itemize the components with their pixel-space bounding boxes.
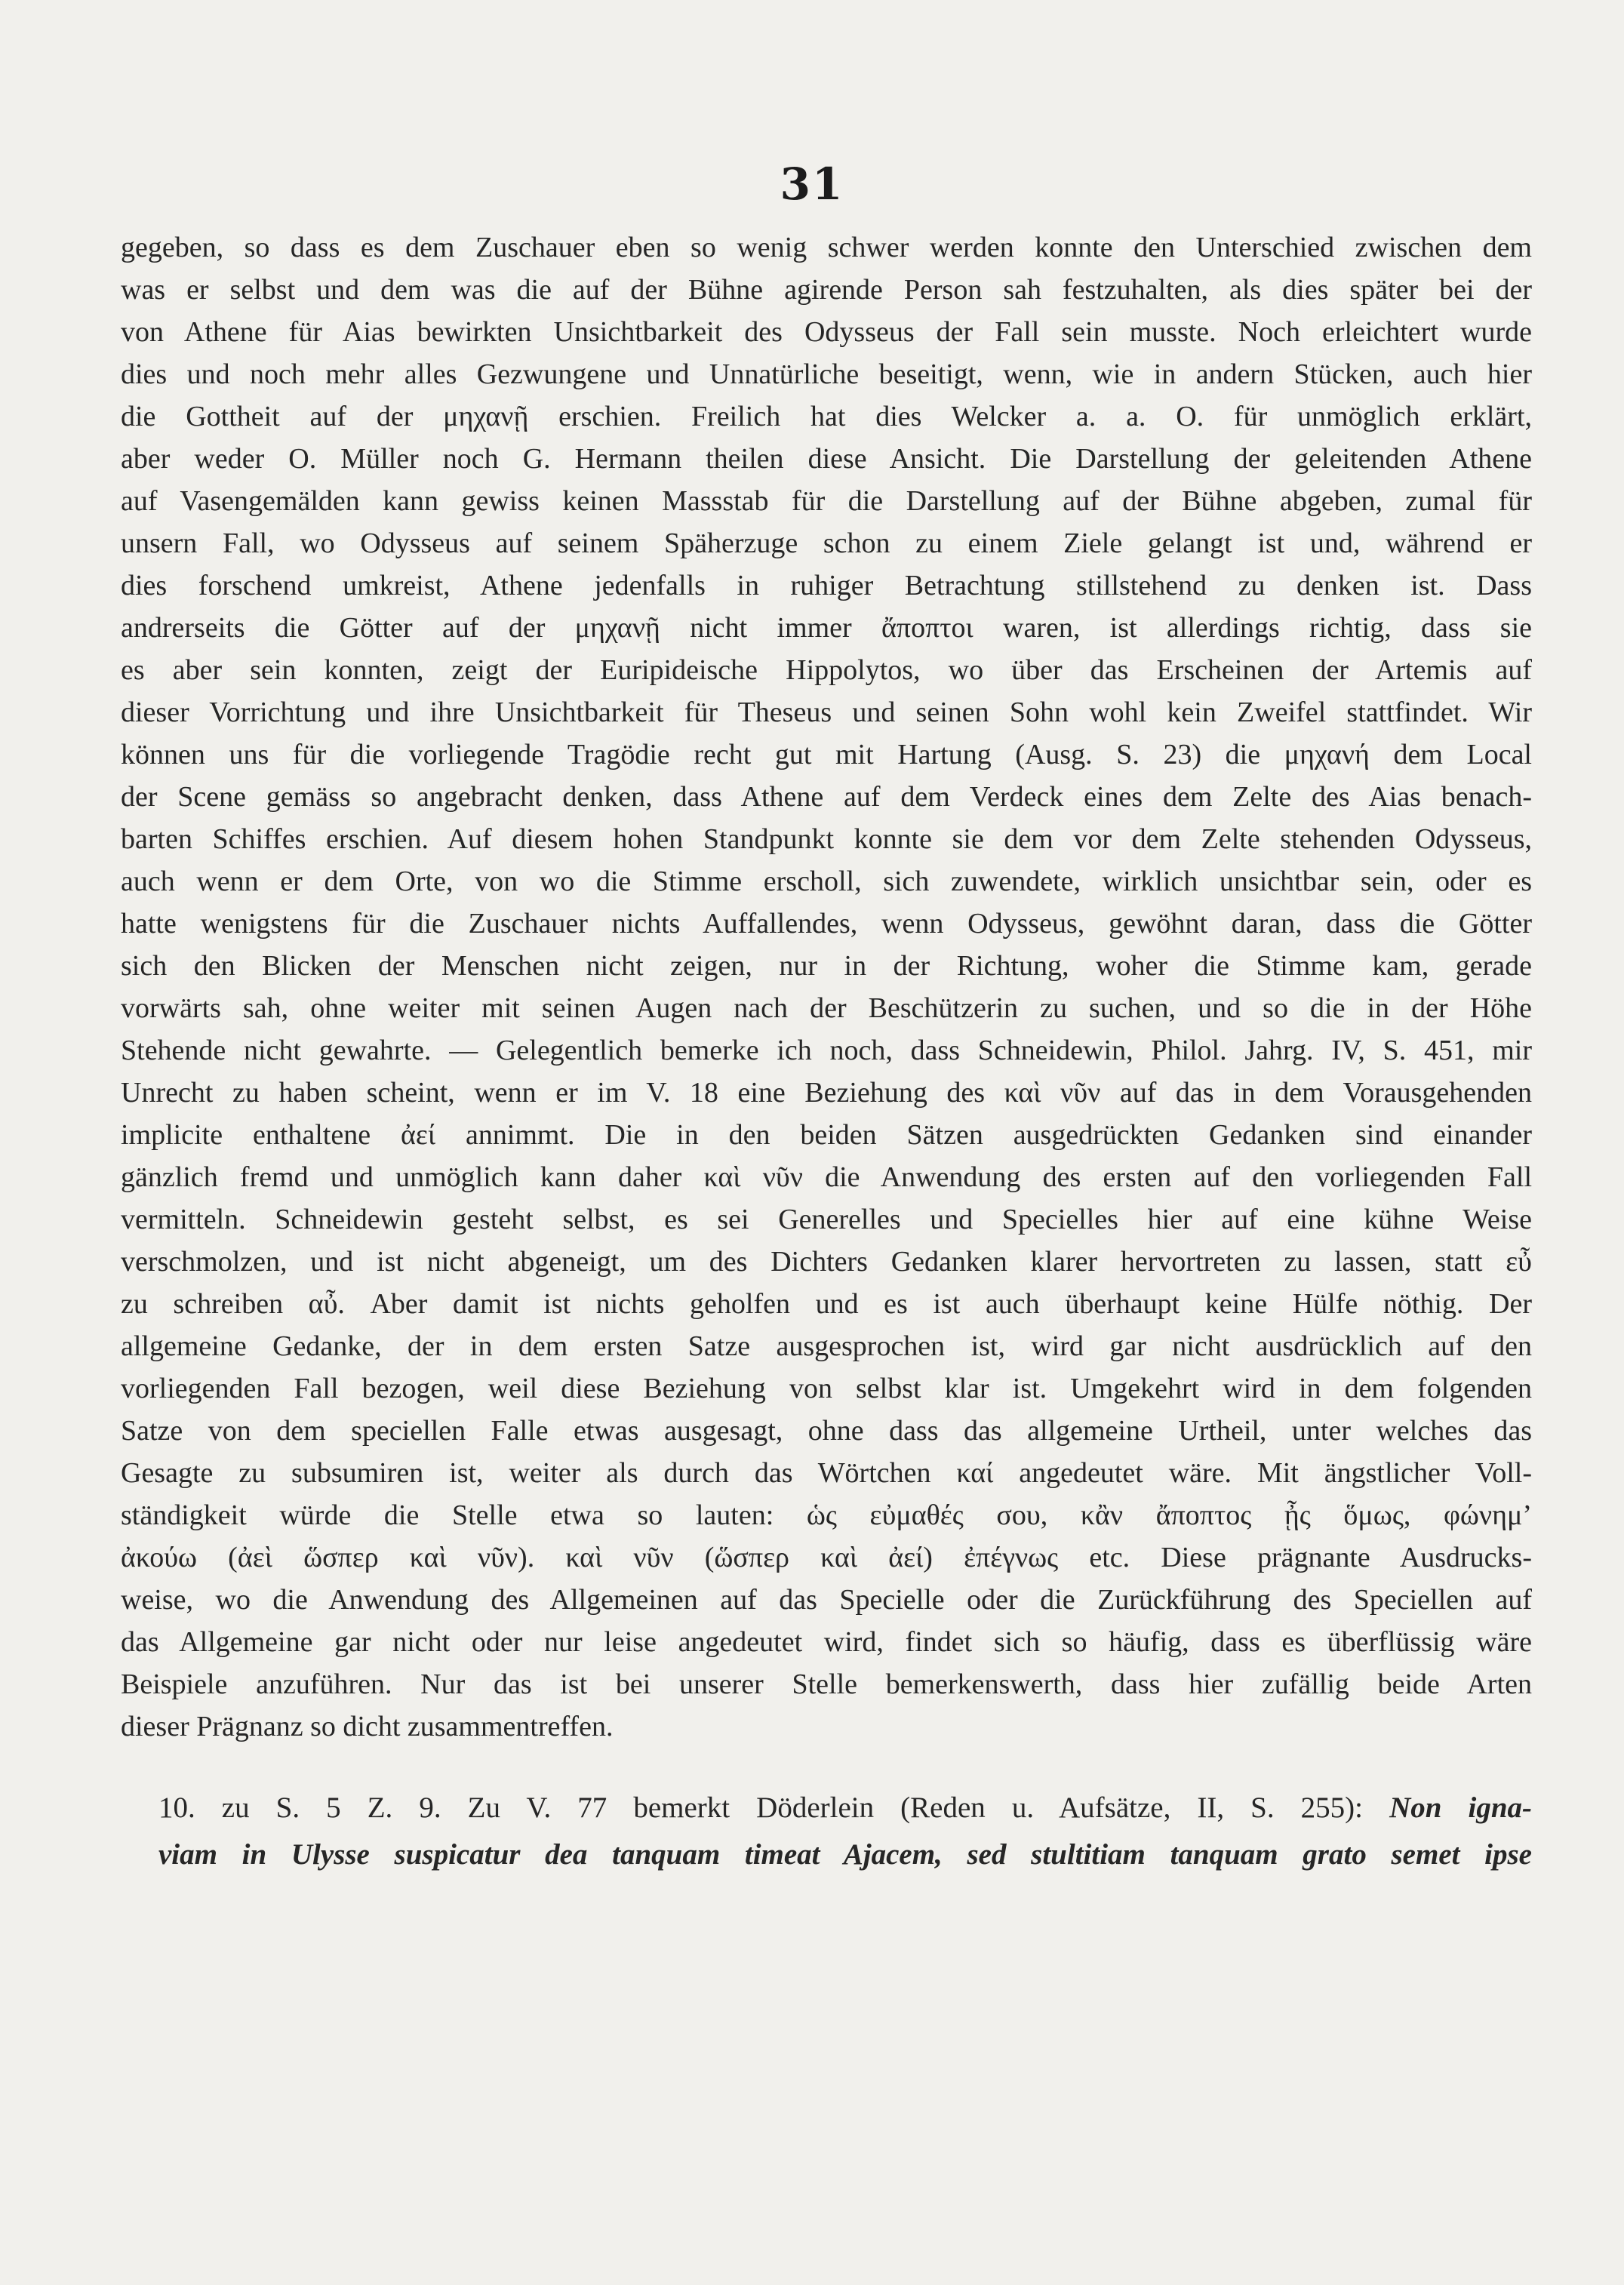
text-line: hatte wenigstens für die Zuschauer nichts Auffallendes, wenn Odysseus, gewöhnt daran, dass die Götter [121,908,1532,940]
footnote-line [158,1785,1532,1831]
text-line: unsern Fall, wo Odysseus auf seinem Späherzuge schon zu einem Ziele gelangt ist und, während er [121,527,1532,559]
text-line: dies forschend umkreist, Athene jedenfalls in ruhiger Betrachtung stillstehend zu denken ist. Dass [121,570,1532,601]
text-line: implicite enthaltene ἀεί annimmt. Die in den beiden Sätzen ausgedrückten Gedanken sind einander [121,1119,1532,1151]
text-line: das Allgemeine gar nicht oder nur leise angedeutet wird, findet sich so häufig, dass es überflüssig wäre [121,1626,1532,1658]
text-line: Unrecht zu haben scheint, wenn er im V. 18 eine Beziehung des καὶ νῦν auf das in dem Vorausgehenden [121,1077,1532,1109]
text-line: es aber sein konnten, zeigt der Euripideische Hippolytos, wo über das Erscheinen der Artemis auf [121,654,1532,686]
text-line: vorliegenden Fall bezogen, weil diese Beziehung von selbst klar ist. Umgekehrt wird in dem folgenden [121,1373,1532,1404]
text-line: was er selbst und dem was die auf der Bühne agirende Person sah festzuhalten, als dies später bei der [121,274,1532,306]
text-line: Stehende nicht gewahrte. — Gelegentlich bemerke ich noch, dass Schneidewin, Philol. Jahrg. IV, S. 451, mir [121,1035,1532,1066]
text-line: andrerseits die Götter auf der μηχανῇ nicht immer ἄποπτοι waren, ist allerdings richtig, dass sie [121,612,1532,644]
text-line: Satze von dem speciellen Falle etwas ausgesagt, ohne dass das allgemeine Urtheil, unter welches das [121,1415,1532,1447]
text-line: von Athene für Aias bewirkten Unsichtbarkeit des Odysseus der Fall sein musste. Noch erleichtert wurde [121,316,1532,348]
text-line: allgemeine Gedanke, der in dem ersten Satze ausgesprochen ist, wird gar nicht ausdrücklich auf den [121,1330,1532,1362]
text-line: Beispiele anzuführen. Nur das ist bei unserer Stelle bemerkenswerth, dass hier zufällig beide Arten [121,1668,1532,1700]
footnote [158,1785,1532,1878]
text-line: Gesagte zu subsumiren ist, weiter als durch das Wörtchen καί angedeutet wäre. Mit ängstlicher Voll- [121,1457,1532,1489]
text-line: ἀκούω (ἀεὶ ὥσπερ καὶ νῦν). καὶ νῦν (ὥσπερ καὶ ἀεί) ἐπέγνως etc. Diese prägnante Ausdrucks- [121,1542,1532,1573]
text-line: die Gottheit auf der μηχανῇ erschien. Freilich hat dies Welcker a. a. O. für unmöglich erklärt, [121,401,1532,432]
text-line: auch wenn er dem Orte, von wo die Stimme erscholl, sich zuwendete, wirklich unsichtbar sein, oder es [121,866,1532,897]
text-line: dieser Vorrichtung und ihre Unsichtbarkeit für Theseus und seinen Sohn wohl kein Zweifel stattfindet. Wir [121,697,1532,728]
footnote-quote: Non igna- [1389,1791,1532,1824]
text-line: weise, wo die Anwendung des Allgemeinen auf das Specielle oder die Zurückführung des Speciellen auf [121,1584,1532,1616]
text-line: barten Schiffes erschien. Auf diesem hohen Standpunkt konnte sie dem vor dem Zelte stehenden Odysseus, [121,823,1532,855]
footnote-quote-line: viam in Ulysse suspicatur dea tanquam timeat Ajacem, sed stultitiam tanquam grato semet ipse [158,1838,1532,1871]
text-line: aber weder O. Müller noch G. Hermann theilen diese Ansicht. Die Darstellung der geleitenden Athene [121,443,1532,475]
text-line: der Scene gemäss so angebracht denken, dass Athene auf dem Verdeck eines dem Zelte des Aias benach- [121,781,1532,813]
text-line: vermitteln. Schneidewin gesteht selbst, es sei Generelles und Specielles hier auf eine kühne Weise [121,1204,1532,1235]
text-line: gegeben, so dass es dem Zuschauer eben so wenig schwer werden konnte den Unterschied zwischen dem [121,232,1532,263]
text-line: gänzlich fremd und unmöglich kann daher καὶ νῦν die Anwendung des ersten auf den vorliegenden Fall [121,1161,1532,1193]
text-line: dieser Prägnanz so dicht zusammentreffen. [121,1711,614,1742]
body-text [121,226,1532,1748]
text-line: verschmolzen, und ist nicht abgeneigt, um des Dichters Gedanken klarer hervortreten zu lassen, statt εὖ [121,1246,1532,1278]
text-line: können uns für die vorliegende Tragödie recht gut mit Hartung (Ausg. S. 23) die μηχανή dem Local [121,739,1532,770]
text-line: dies und noch mehr alles Gezwungene und Unnatürliche beseitigt, wenn, wie in andern Stücken, auch hier [121,358,1532,390]
footnote-text: 10. zu S. 5 Z. 9. Zu V. 77 bemerkt Döderlein (Reden u. Aufsätze, II, S. 255): [158,1791,1364,1824]
text-line: zu schreiben αὖ. Aber damit ist nichts geholfen und es ist auch überhaupt keine Hülfe nöthig. Der [121,1288,1532,1320]
text-line: ständigkeit würde die Stelle etwa so lauten: ὡς εὐμαθές σου, κἂν ἄποπτος ᾖς ὅμως, φώνημ’ [121,1499,1532,1531]
text-line: sich den Blicken der Menschen nicht zeigen, nur in der Richtung, woher die Stimme kam, gerade [121,950,1532,982]
text-line: auf Vasengemälden kann gewiss keinen Massstab für die Darstellung auf der Bühne abgeben, zumal für [121,485,1532,517]
text-line: vorwärts sah, ohne weiter mit seinen Augen nach der Beschützerin zu suchen, und so die in der Höhe [121,992,1532,1024]
page-number: 31 [780,158,844,210]
